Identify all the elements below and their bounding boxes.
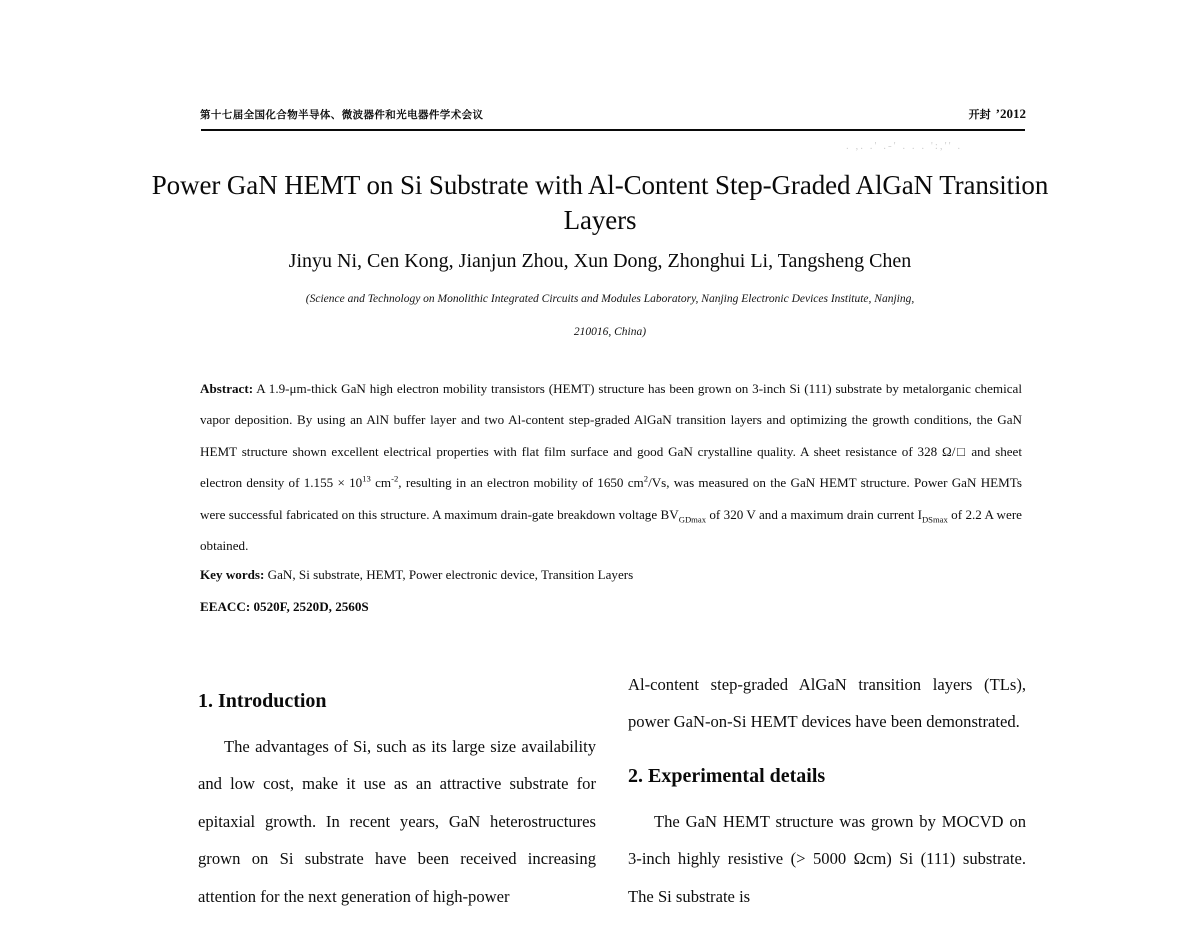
experimental-details-paragraph: The GaN HEMT structure was grown by MOCVD on 3-inch highly resistive (> 5000 Ωcm) Si (111) substrate. The Si substrate is bbox=[628, 811, 1026, 906]
running-header bbox=[200, 106, 1026, 122]
header-divider-rule bbox=[201, 129, 1025, 131]
abstract-exponent-2: 2 bbox=[643, 473, 649, 484]
left-column bbox=[198, 668, 596, 936]
keywords-line bbox=[200, 565, 1022, 585]
affiliation-line-1: (Science and Technology on Monolithic Integrated Circuits and Modules Laboratory, Nanjing Electronic Devices Institute, Nanjing, bbox=[305, 293, 915, 305]
keywords-label: Key words: bbox=[200, 567, 265, 582]
eeacc-label: EEACC: bbox=[200, 599, 251, 614]
venue-header bbox=[969, 106, 1026, 122]
abstract-label: Abstract: bbox=[200, 381, 254, 396]
venue-city-label: 开封 bbox=[968, 108, 991, 121]
eeacc-value: 0520F, 2520D, 2560S bbox=[250, 599, 369, 614]
abstract-text-part-1: A 1.9-μm-thick GaN high electron mobility transistors (HEMT) structure has been grown on 3-inch Si (111) substrate by metalorganic chemical vapor deposition. By using an AlN buffer layer and two Al-content step-graded AlGaN transition layers and optimizing the growth conditions, the GaN HEMT structure shown excellent electrical properties with flat film surface and good GaN crystalline quality. A sheet resistance of 328 Ω/□ and sheet electron density of 1.155 × 10 bbox=[200, 381, 1022, 491]
eeacc-line bbox=[200, 597, 1022, 617]
abstract-paragraph bbox=[200, 373, 1022, 561]
introduction-paragraph: The advantages of Si, such as its large size availability and low cost, make it use as an attractive substrate for epitaxial growth. In recent years, GaN heterostructures grown on Si substrate have been received increasing attention for the next generation of high-power bbox=[198, 737, 596, 906]
abstract-text-part-5: of 320 V and a maximum drain current I bbox=[706, 506, 922, 522]
section-heading-experimental-details: 2. Experimental details bbox=[628, 764, 826, 787]
author-list: Jinyu Ni, Cen Kong, Jianjun Zhou, Xun Dong, Zhonghui Li, Tangsheng Chen bbox=[288, 250, 912, 272]
body-columns bbox=[198, 668, 1026, 936]
introduction-continued-paragraph: Al-content step-graded AlGaN transition layers (TLs), power GaN-on-Si HEMT devices have been demonstrated. bbox=[628, 675, 1026, 732]
right-column bbox=[628, 668, 1026, 936]
abstract-text-part-6: of 2.2 A were obtained. bbox=[200, 506, 1022, 554]
abstract-exponent-minus-2: -2 bbox=[391, 473, 399, 484]
abstract-subscript-gdmax: GDmax bbox=[678, 514, 707, 525]
abstract-exponent-13: 13 bbox=[362, 473, 371, 484]
conference-name-header: 第十七届全国化合物半导体、微波器件和光电器件学术会议 bbox=[200, 109, 484, 121]
abstract-subscript-dsmax: DSmax bbox=[921, 514, 948, 525]
abstract-text-part-3: , resulting in an electron mobility of 1650 cm bbox=[398, 475, 644, 491]
section-heading-introduction: 1. Introduction bbox=[198, 690, 327, 712]
venue-year-label: ’2012 bbox=[995, 106, 1026, 121]
scan-artifact-text: . ,. .' .-' . . . ':,'' . bbox=[846, 140, 963, 152]
abstract-text-part-4: /Vs, was measured on the GaN HEMT structure. Power GaN HEMTs were successful fabricated on this structure. A maximum drain-gate breakdown voltage BV bbox=[200, 475, 1022, 522]
affiliation-line-2: 210016, China) bbox=[573, 326, 647, 338]
paper-title: Power GaN HEMT on Si Substrate with Al-Content Step-Graded AlGaN Transition Layers bbox=[151, 170, 1049, 235]
abstract-text-part-2: cm bbox=[370, 475, 392, 491]
affiliation-block bbox=[200, 283, 1020, 349]
keywords-value: GaN, Si substrate, HEMT, Power electronic device, Transition Layers bbox=[264, 567, 634, 582]
